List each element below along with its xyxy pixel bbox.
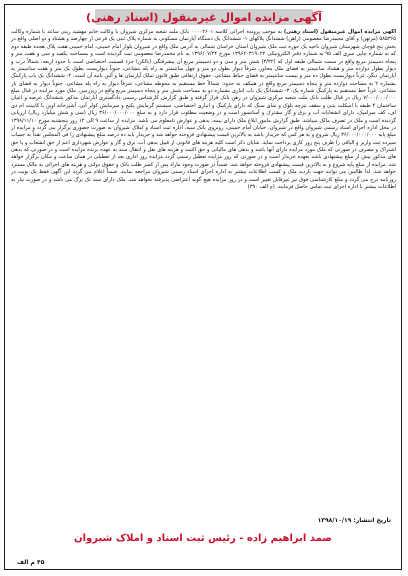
signature: صمد ابراهیم زاده - رئیس ثبت اسناد و املاک شیروان	[74, 533, 332, 544]
notice-title: آگهی مزایده اموال غیرمنقول (اسناد رهنی)	[86, 10, 322, 24]
title-banner	[86, 9, 322, 25]
notice-body	[11, 29, 396, 507]
notice-code: ۴۵ م الف	[17, 559, 45, 566]
publish-date: تاریخ انتشار: ۱۳۹۸/۱۰/۱۹	[317, 517, 391, 524]
notice-body-text: به موجب پرونده اجرائی کلاسه ۰۰۰۰۲۶۰۱ بانک ملت شعبه مرکزی شیروان با وکالت خانم مهشید زینی ساعد با شماره وکالت ۵۸۵۳۶۵ (مرتهن) و آقای محمدرضا معصومی (راهن) ششدانگ پلاکهای ۱- ششدانگ یک دستگاه آپارتمان مسکونی به شماره پلاک ثبتی یک فرعی از چهارصد و هشتاد و دو اصلی واقع در بخش پنج قوچان شهرستان شیروان ناحیه یک حوزه ثبت ملک شیروان استان خراسان شمالی به آدرس ملک واقع در شیروان بلوار امام خمینی، امام خمینی هفت پلاک هجده طبقه دوم که به شماره چاپی سری الف ۹۵ به شماره دفتر الکترونیکی ۱۳۹۶۲۰۳۱۹۰۲۲ مورخ ۱۳۹۶/۰۷/۲۴ به نام محمدرضا معصومی ثبت گردیده است و بمساحت یکصد و سی و هفت متر و پنجاه دسیمتر مربع واقع در سمت شمالی طبقه اول که (۳/۳۲) شش متر و سی و دو دسیمتر مربع آن پیشرفتگی (بالکن) جزء قسمت اختصاصی است با حدود اربعه: شمالاً درب و دیوار بطول دوازده متر و هشتاد سانتیمتر به فضای ملک مجاور، شرقاً دیوار بطول دو متر و چهل سانتیمتر به راه پله مشاعی، جنوباً دیواریست بطول یک متر و هفت سانتیمتر به آپارتمان دیگر، غرباً دیواریست بطول ده متر و بیست سانتیمتر به فضای حیاط مشاعی. حقوق ارتفاقی طبق قانون تملک آپارتمان ها و آئین نامه آن است. ۲- ششدانگ یک باب پارکینگ بشماره ۲ به مساحت دوازده متر و پنجاه دسیمتر مربع واقع در همکف به حدود: شمالاً خط مستقیم به محوطه مشاعی، شرقاً دیوار به راه پله مشاعی، جنوباً دیوار به فضای باز مشاعی، غرباً خط مستقیم به پارکینگ شماره یک. ۳- ششدانگ یک باب انباری بشماره دو به مساحت شش متر و پنجاه دسیمتر مربع واقع در زیرزمین. ملک مورد مزایده در قبال مبلغ ۷/۰۰۰/۰۰۰/۰۰۰ ریال در قبال طلب بانک ملت شعبه مرکزی شیروان در رهن بانک قرار گرفته و طبق گزارش کارشناس رسمی دادگستری آپارتمان مذکور ششدانگ عرصه و اعیان ساختمان ۴ طبقه با اسکلت بتنی و سقف تیرچه بلوک و نمای سنگ که دارای پارکینگ و انباری اختصاصی، سیستم گرمایش پکیج و سرمایش کولر آبی، آشپزخانه اوپن با کابینت ام دی اف، کف سرامیک، دارای انشعابات آب و برق و گاز مشترک و آسانسور است و در وضعیت مطلوب قرار دارد و به مبلغ ۳۶/۰۰۰/۰۰۰/۰۰۰ ریال (سی و شش میلیارد ریال) ارزیابی گردیده است و ملک در تصرف مالک میباشد. طبق گزارش مامور ابلاغ ملک دارای بیمه، بدهی و عوارض نامعلوم می باشد. مزایده از ساعت ۹ الی ۱۲ روز پنجشنبه مورخ ۱۳۹۸/۱۱/۱۰ در محل اداره اجرای اسناد رسمی شیروان واقع در شیروان، خیابان امام خمینی، روبروی بانک سپه، اداره ثبت اسناد و املاک شیروان به صورت حضوری برگزار می گردد و مزایده از مبلغ پایه ۳۶/۰۰۰/۰۰۰/۰۰۰ ریال شروع و به هر کس که خریدار باشد به بالاترین قیمت پیشنهادی فروخته خواهد شد و خریدار باید ده درصد مبلغ پیشنهادی را فی المجلس نقداً به حساب سپرده ثبت واریز و الباقی را ظرف پنج روز کاری پرداخت نماید. شایان ذکر است کلیه هزینه های قانونی از قبیل بدهی آب، برق و گاز و عوارض شهرداری اعم از حق انشعاب و یا حق اشتراک و مصرف در صورتی که ملک مورد مزایده دارای آنها باشد و بدهی های مالیاتی و حق الثبت و هزینه های نقل و انتقال سند به عهده برنده مزایده است و در صورتی که بدهی های مذکور بیش از مبلغ پیشنهادی باشد بعهده خریدار است و در صورتی که روز مزایده تعطیل رسمی گردد مزایده روز اداری بعد از تعطیلی در همان ساعت و مکان برگزار خواهد شد. مزایده از مبلغ پایه شروع و به بالاترین قیمت پیشنهادی فروخته خواهد شد. ضمناً در صورت وجود مازاد پس از کسر طلب بانک و حقوق دولتی و هزینه های اجرائی به مالک مسترد خواهد شد. لذا طالبین می توانند جهت بازدید ملک و کسب اطلاعات بیشتر به اداره اجرای اسناد رسمی شیروان مراجعه نمایند. ضمناً اعلام می گردد این آگهی فقط یک نوبت در روزنامه درج می گردد و مبلغ کارشناسی فوق نیز غیرقابل تغییر است و در روز مزایده هیچ گونه اعتراضی پذیرفته نخواهد شد. ملک دارای سند تک برگ می باشد و در صورت نیاز به اطلاعات بیشتر با اداره اجرای ثبت تماس حاصل فرمایند. (م الف ۳۹۰)	[11, 29, 396, 190]
auction-notice	[4, 4, 402, 570]
notice-lead: آگهی مزایده اموال غیرمنقول (اسناد رهنی)	[283, 29, 396, 35]
